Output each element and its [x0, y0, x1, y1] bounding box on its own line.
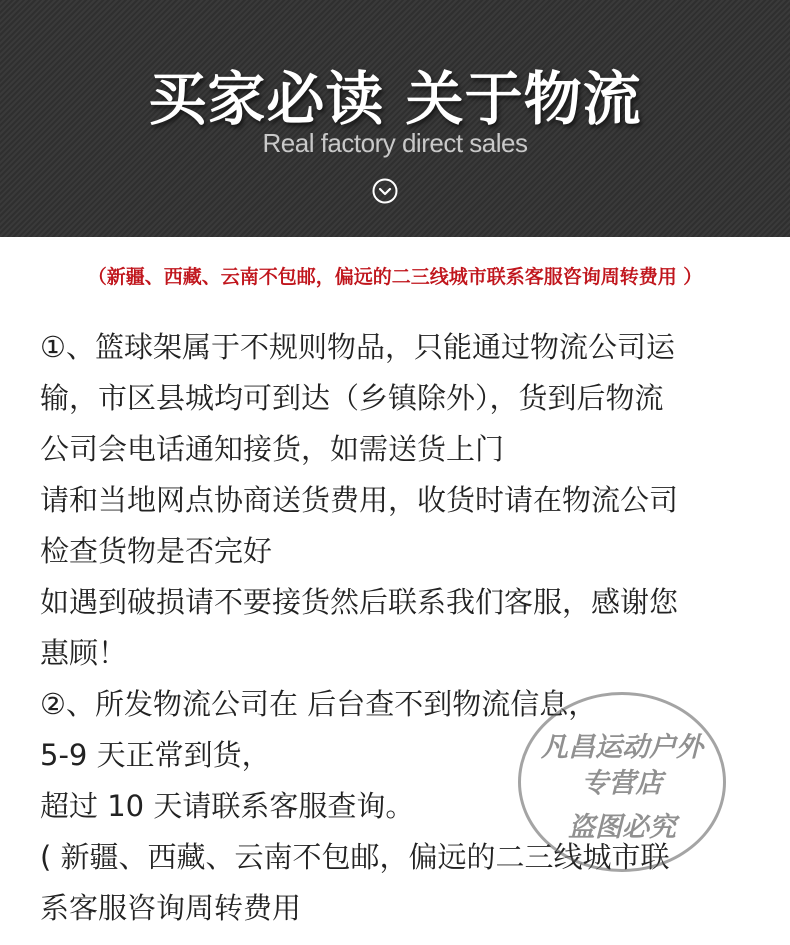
text-line: 公司会电话通知接货，如需送货上门: [40, 432, 505, 466]
text-line: 检查货物是否完好: [40, 534, 273, 568]
page-subtitle: Real factory direct sales: [262, 128, 528, 158]
header-banner: [0, 0, 790, 237]
text-line: ①、篮球架属于不规则物品，只能通过物流公司运: [40, 330, 675, 364]
text-line: 如遇到破损请不要接货然后联系我们客服，感谢您: [40, 585, 679, 619]
text-line: 5-9 天正常到货，: [40, 738, 271, 772]
chevron-down-circle-icon: [372, 178, 398, 204]
text-line: 系客服咨询周转费用: [40, 891, 302, 925]
text-line: 超过 10 天请联系客服查询。: [40, 789, 415, 823]
text-line: 输，市区县城均可到达（乡镇除外），货到后物流: [40, 381, 664, 415]
watermark-warning: 盗图必究: [568, 812, 676, 843]
watermark-store-type: 专营店: [581, 768, 663, 799]
shipping-notice: （新疆、西藏、云南不包邮，偏远的二三线城市联系客服咨询周转费用 ）: [87, 266, 703, 288]
page-title: 买家必读 关于物流: [148, 65, 642, 133]
text-line: 惠顾！: [40, 636, 128, 670]
shipping-info-text: [40, 322, 760, 934]
text-line: 请和当地网点协商送货费用，收货时请在物流公司: [40, 483, 679, 517]
watermark-store-name: 凡昌运动户外: [541, 732, 703, 763]
text-line: ( 新疆、西藏、云南不包邮，偏远的二三线城市联: [40, 840, 670, 874]
text-line: ②、所发物流公司在 后台查不到物流信息，: [40, 687, 598, 721]
